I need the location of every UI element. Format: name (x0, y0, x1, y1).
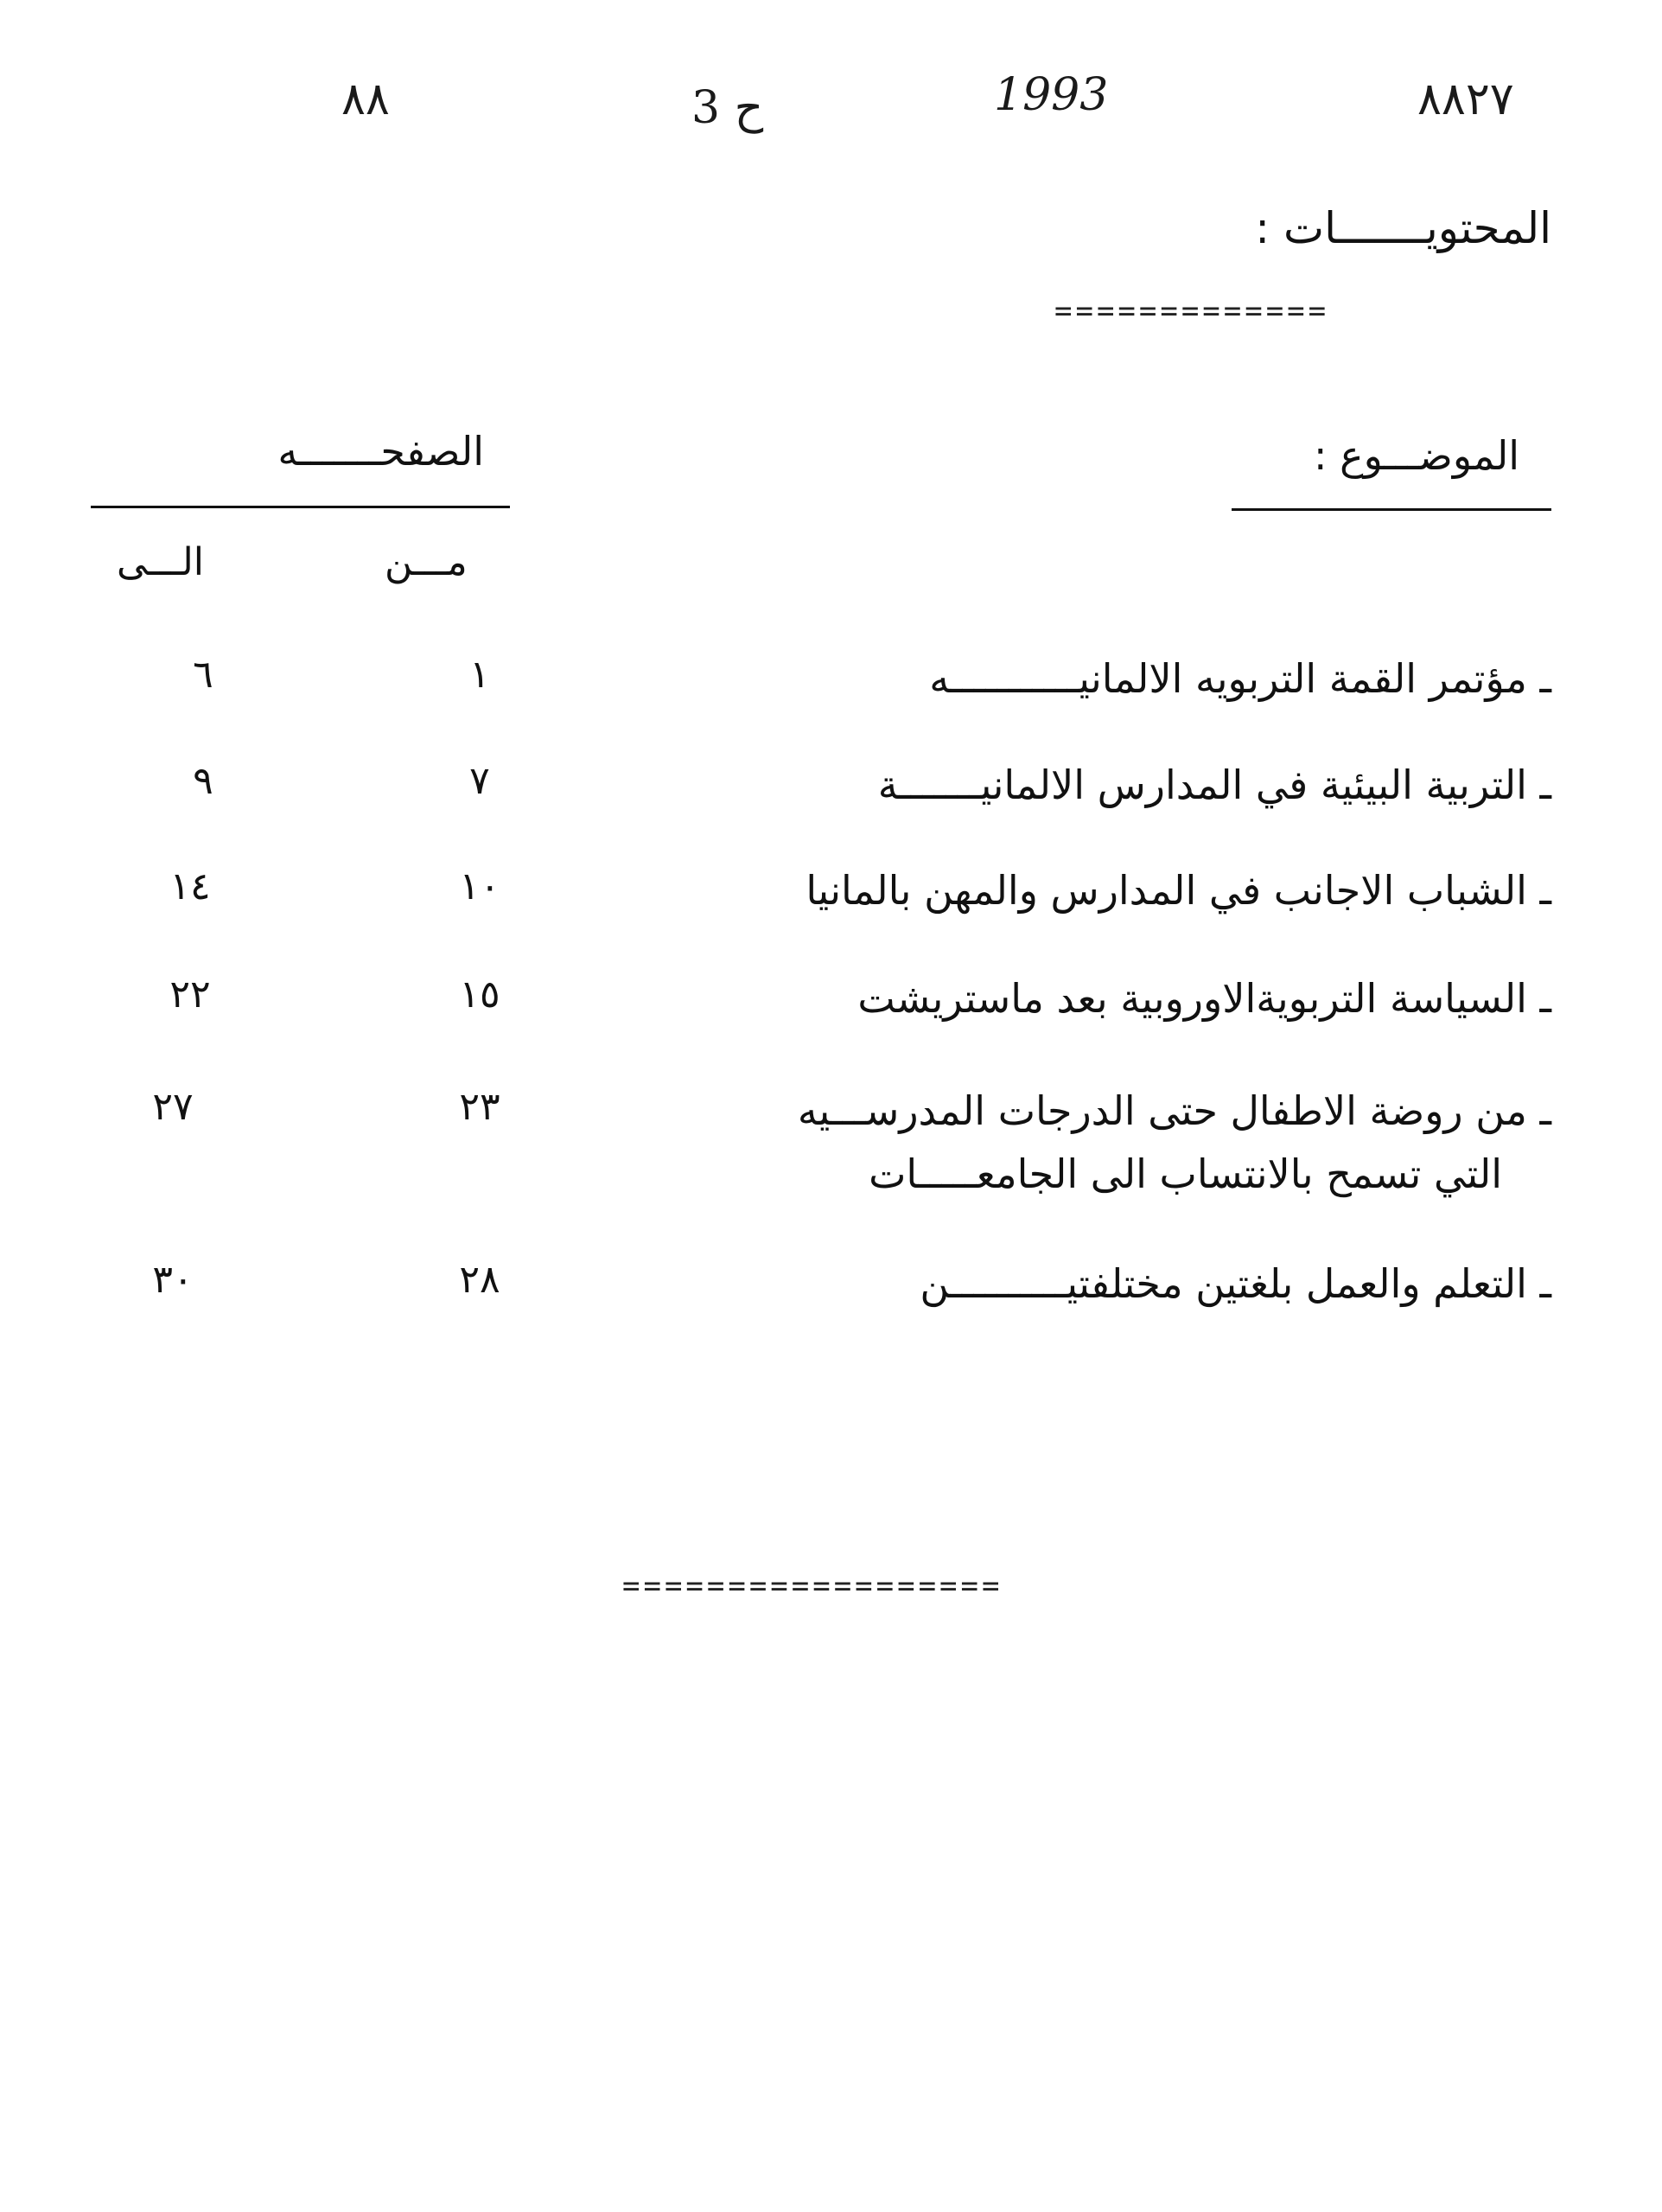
toc-entry-topic: ـ السياسة التربويةالاوروبية بعد ماستريشت (857, 975, 1551, 1022)
toc-entry-topic: ـ الشباب الاجانب في المدارس والمهن بالمانيا (806, 867, 1551, 914)
toc-entry-from: ٧ (469, 759, 490, 803)
toc-entry-from: ١ (469, 653, 490, 697)
to-column-label: الـــى (117, 540, 204, 584)
header-left-mark: ٨٨ (341, 73, 390, 125)
footer-divider: ================== (622, 1569, 1003, 1603)
toc-entry-from: ١٥ (459, 972, 500, 1017)
toc-entry-to: ٩ (193, 759, 213, 803)
toc-entry-from: ٢٣ (459, 1085, 500, 1129)
from-column-label: مـــن (385, 540, 468, 584)
toc-entry-to: ٢٢ (169, 972, 211, 1017)
page-header-rule (91, 506, 510, 508)
header-right-mark: ٨٨٢٧ (1417, 73, 1514, 125)
toc-entry-from: ٢٨ (459, 1258, 500, 1302)
toc-entry-to: ٢٧ (152, 1085, 194, 1129)
toc-entry-to: ٦ (193, 653, 213, 697)
header-middle-mark: ح 3 (691, 82, 764, 134)
toc-entry-topic: ـ التربية البيئية في المدارس الالمانيـــــــة (877, 762, 1551, 808)
toc-entry-topic-continued: التي تسمح بالانتساب الى الجامعـــــات (869, 1151, 1502, 1197)
page-column-label: الصفحـــــــه (277, 428, 484, 475)
header-year: 1993 (994, 69, 1109, 121)
topic-column-label: الموضـــوع : (1314, 432, 1519, 479)
toc-entry-to: ١٤ (169, 864, 211, 908)
toc-entry-topic: ـ مؤتمر القمة التربويه الالمانيـــــــــــه (929, 655, 1551, 702)
toc-entry-from: ١٠ (459, 864, 500, 908)
topic-header-rule (1232, 508, 1551, 511)
page-title: المحتويـــــــات : (1255, 203, 1551, 253)
toc-entry-topic: ـ من روضة الاطفال حتى الدرجات المدرســـيه (797, 1087, 1551, 1134)
toc-entry-topic: ـ التعلم والعمل بلغتين مختلفتيــــــــــن (920, 1260, 1551, 1307)
title-underline: ============= (1054, 294, 1330, 328)
toc-entry-to: ٣٠ (152, 1258, 194, 1302)
